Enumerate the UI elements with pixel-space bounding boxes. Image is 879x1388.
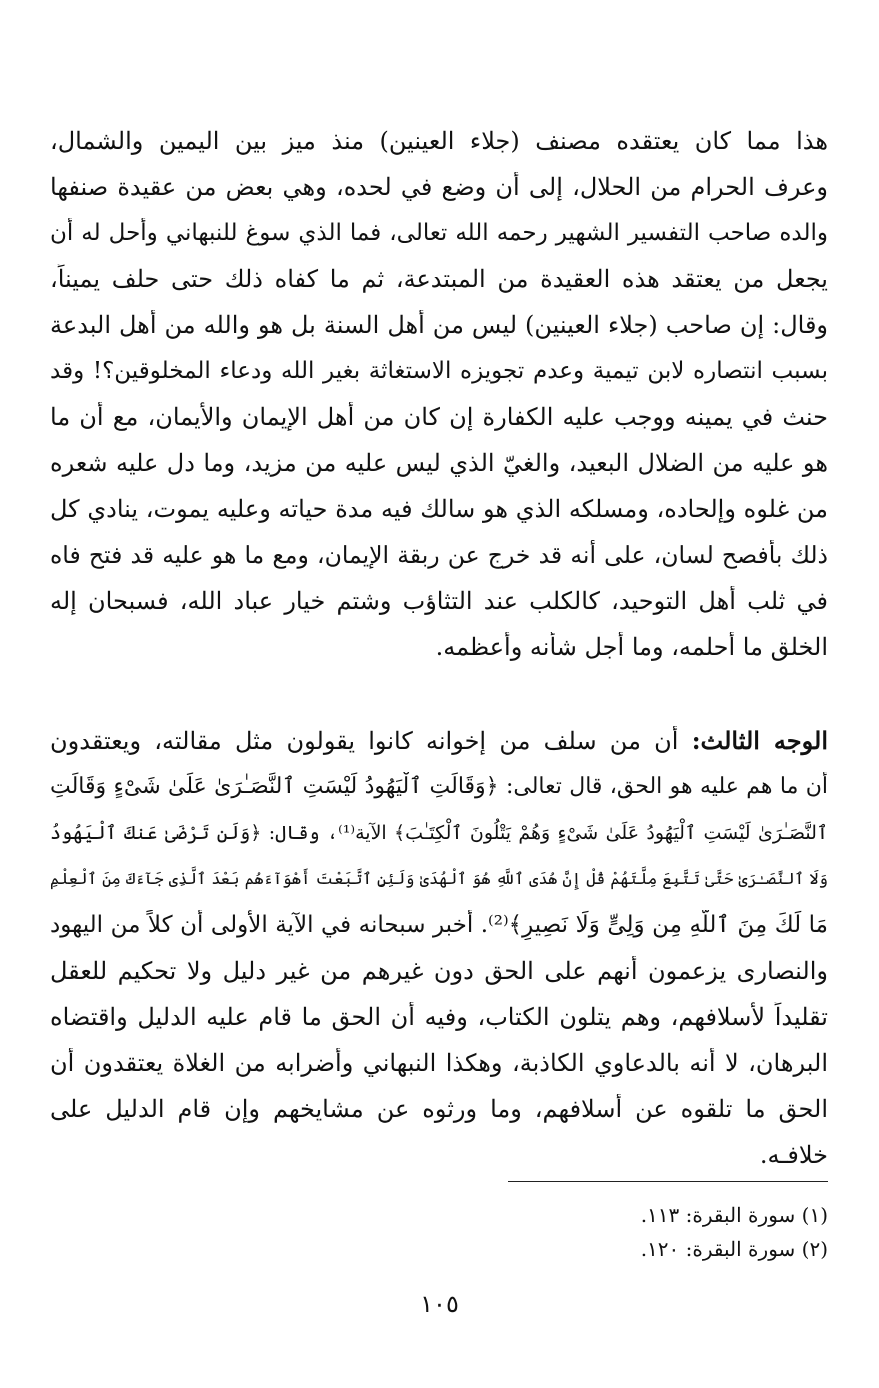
text-line: وقال: إن صاحب (جلاء العينين) ليس من أهل السنة بل هو والله من أهل البدعة <box>50 311 828 339</box>
footnote-separator <box>508 1181 828 1182</box>
text-line: تقليداً لأسلافهم، وهم يتلون الكتاب، وفيه أن الحق ما قام عليه الدليل واقتضاه <box>50 1003 828 1031</box>
text-line: بسبب انتصاره لابن تيمية وعدم تجويزه الاستغاثة بغير الله ودعاء المخلوقين؟! وقد <box>50 358 828 384</box>
text-line: مَا لَكَ مِنَ ٱللَّهِ مِن وَلِىٍّ وَلَا نَصِيرٍ﴾⁽²⁾. أخبر سبحانه في الآية الأولى أن كلاً من اليهود <box>50 912 828 938</box>
section-heading: الوجه الثالث: <box>691 726 828 755</box>
text-line: في ثلب أهل التوحيد، كالكلب عند التثاؤب وشتم خيار عباد الله، فسبحان إله <box>50 587 828 615</box>
text-line: البرهان، لا أنه بالدعاوي الكاذبة، وهكذا النبهاني وأضرابه من الغلاة يعتقدون أن <box>50 1049 828 1077</box>
text-line: من غلوه وإلحاده، ومسلكه الذي هو سالك فيه مدة حياته وعليه يموت، ينادي كل <box>50 495 828 523</box>
quran-verse-line: ٱلنَّصَـٰرَىٰ لَيْسَتِ ٱلْيَهُودُ عَلَىٰ شَىْءٍ وَهُمْ يَتْلُونَ ٱلْكِتَـٰبَ﴾ الآية⁽¹⁾، وقال: ﴿وَلَن تَرْضَىٰ عَنكَ ٱلْيَهُودُ <box>50 822 828 844</box>
text-line: هذا مما كان يعتقده مصنف (جلاء العينين) منذ ميز بين اليمين والشمال، <box>50 127 828 155</box>
heading-line-text: أن من سلف من إخوانه كانوا يقولون مثل مقالته، ويعتقدون <box>50 727 692 755</box>
footnote-1: (١) سورة البقرة: ١١٣. <box>640 1203 828 1227</box>
text-line: والده صاحب التفسير الشهير رحمه الله تعالى، فما الذي سوغ للنبهاني وأحل له أن <box>50 220 828 246</box>
text-line: الحق ما تلقوه عن أسلافهم، وما ورثوه عن مشايخهم وإن قام الدليل على <box>50 1095 828 1123</box>
text-line-heading <box>50 726 828 756</box>
text-line: يجعل من يعتقد هذه العقيدة من المبتدعة، ثم ما كفاه ذلك حتى حلف يميناً، <box>50 265 828 293</box>
page-number: ١٠٥ <box>420 1290 459 1318</box>
text-line: أن ما هم عليه هو الحق، قال تعالى: ﴿وَقَالَتِ ٱلْيَهُودُ لَيْسَتِ ٱلنَّصَـٰرَىٰ عَلَىٰ شَىْءٍ وَقَالَتِ <box>50 774 828 799</box>
text-line: وعرف الحرام من الحلال، إلى أن وضع في لحده، وهي بعض من عقيدة صنفها <box>50 173 828 201</box>
text-line: ذلك بأفصح لسان، على أنه قد خرج عن ربقة الإيمان، ومع ما هو عليه قد فتح فاه <box>50 541 828 569</box>
text-line: خلافـه. <box>759 1141 828 1169</box>
text-line: حنث في يمينه ووجب عليه الكفارة إن كان من أهل الإيمان والأيمان، مع أن ما <box>50 403 828 431</box>
footnote-2: (٢) سورة البقرة: ١٢٠. <box>640 1237 828 1261</box>
text-line: الخلق ما أحلمه، وما أجل شأنه وأعظمه. <box>435 633 828 661</box>
text-line: والنصارى يزعمون أنهم على الحق دون غيرهم من غير دليل ولا تحكيم للعقل <box>50 957 828 985</box>
quran-verse-line: وَلَا ٱلنَّصَـٰرَىٰ حَتَّىٰ تَتَّبِعَ مِلَّتَهُمْ قُلْ إِنَّ هُدَى ٱللَّهِ هُوَ ٱلْهُدَىٰ وَلَئِنِ ٱتَّبَعْتَ أَهْوَآءَهُم بَعْدَ ٱلَّذِى جَآءَكَ مِنَ ٱلْعِلْمِ <box>50 869 828 888</box>
text-line: هو عليه من الضلال البعيد، والغيّ الذي ليس عليه من مزيد، وما دل عليه شعره <box>50 449 828 477</box>
